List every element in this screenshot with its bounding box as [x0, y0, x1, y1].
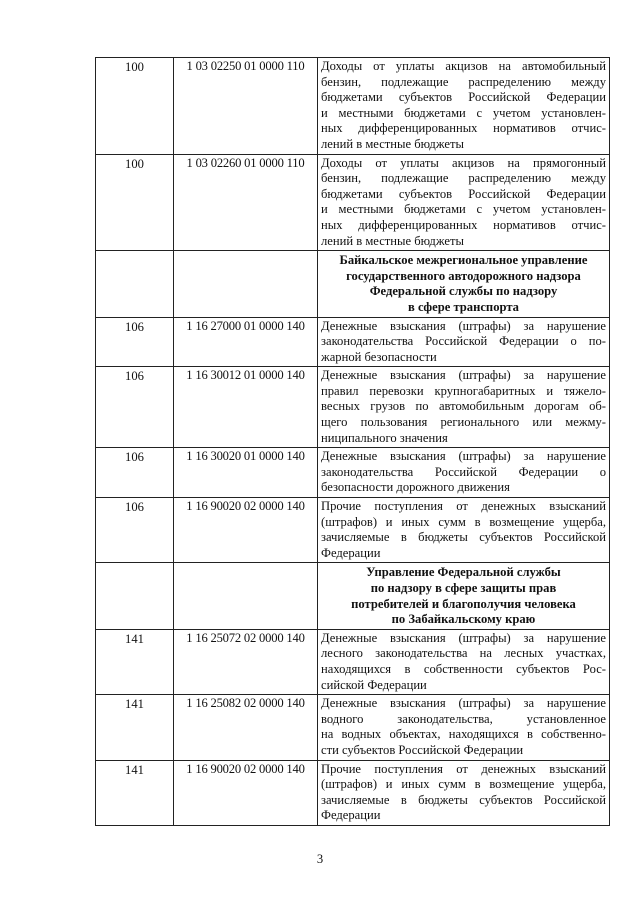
- description-line: Доходы от уплаты акцизов на автомобильный: [321, 59, 606, 73]
- description-cell: [318, 448, 610, 498]
- admin-code-cell: 141: [96, 760, 174, 825]
- description-line: Прочие поступления от денежных взысканий: [321, 499, 606, 514]
- section-header-row: [96, 251, 610, 317]
- description-line: и местными бюджетами с учетом установлен-: [321, 202, 606, 217]
- description-cell: [318, 317, 610, 367]
- budget-code-cell: 1 03 02260 01 0000 110: [174, 154, 318, 251]
- admin-code-cell: 106: [96, 367, 174, 448]
- description-line: лесного законодательства на лесных участках,: [321, 646, 606, 661]
- description-line: законодательства Российской Федерации о по-: [321, 334, 606, 349]
- description-cell: [318, 695, 610, 760]
- description-line: Денежные взыскания (штрафы) за нарушение: [321, 449, 606, 464]
- section-title-line: Федеральной службы по надзору: [369, 284, 558, 299]
- description-line: ных дифференцированных нормативов отчис-: [321, 217, 606, 232]
- description-line: законодательства Российской Федерации о: [321, 464, 606, 479]
- description-line: бензин, подлежащие распределению между: [321, 171, 606, 186]
- table-row: [96, 58, 610, 155]
- description-cell: [318, 154, 610, 251]
- description-line: Денежные взыскания (штрафы) за нарушение: [321, 368, 606, 383]
- page-number: 3: [316, 852, 324, 866]
- description-line: Доходы от уплаты акцизов на прямогонный: [321, 155, 606, 170]
- description-line: безопасности дорожного движения: [321, 480, 510, 495]
- description-line: ных дифференцированных нормативов отчис-: [321, 121, 606, 136]
- budget-code-cell: 1 16 25082 02 0000 140: [174, 695, 318, 760]
- description-line: Федерации: [321, 545, 381, 560]
- section-title-line: в сфере транспорта: [408, 299, 519, 314]
- description-line: зачисляемые в бюджеты субъектов Российской: [321, 530, 606, 545]
- table-row: [96, 154, 610, 251]
- section-title-line: по надзору в сфере защиты прав: [370, 581, 557, 595]
- description-line: Денежные взыскания (штрафы) за нарушение: [321, 318, 606, 333]
- section-title: [318, 563, 610, 629]
- description-line: жарной безопасности: [321, 349, 437, 364]
- section-title-line: потребителей и благополучия человека: [351, 596, 576, 611]
- description-line: Федерации: [321, 808, 381, 823]
- description-line: щего пользования регионального или межму-: [321, 415, 606, 430]
- empty-cell: [174, 563, 318, 629]
- admin-code-cell: 141: [96, 629, 174, 694]
- description-cell: [318, 629, 610, 694]
- description-line: бюджетами субъектов Российской Федерации: [321, 186, 606, 201]
- admin-code-cell: 100: [96, 154, 174, 251]
- description-line: правил перевозки крупногабаритных и тяжело-: [321, 383, 606, 398]
- revenue-code-table: [95, 57, 610, 826]
- admin-code-cell: 100: [96, 58, 174, 155]
- budget-code-cell: 1 16 27000 01 0000 140: [174, 317, 318, 367]
- description-line: находящихся в собственности субъектов Рос-: [321, 661, 606, 676]
- admin-code-cell: 106: [96, 317, 174, 367]
- description-line: (штрафов) и иных сумм в возмещение ущерба,: [321, 514, 606, 529]
- section-title-line: по Забайкальскому краю: [391, 612, 536, 627]
- empty-cell: [96, 251, 174, 317]
- description-line: водного законодательства, установленное: [321, 711, 606, 726]
- description-line: Денежные взыскания (штрафы) за нарушение: [321, 630, 606, 645]
- budget-code-cell: 1 16 30012 01 0000 140: [174, 367, 318, 448]
- budget-code-cell: 1 16 30020 01 0000 140: [174, 448, 318, 498]
- budget-code-cell: 1 16 90020 02 0000 140: [174, 760, 318, 825]
- description-line: Денежные взыскания (штрафы) за нарушение: [321, 696, 606, 711]
- empty-cell: [174, 251, 318, 317]
- description-line: зачисляемые в бюджеты субъектов Российской: [321, 792, 606, 807]
- description-line: и местными бюджетами с учетом установлен-: [321, 105, 606, 120]
- table-row: [96, 448, 610, 498]
- table-row: [96, 760, 610, 825]
- description-line: бюджетами субъектов Российской Федерации: [321, 90, 606, 105]
- empty-cell: [96, 563, 174, 629]
- section-title-line: Байкальское межрегиональное управление: [339, 253, 588, 268]
- description-line: лений в местные бюджеты: [321, 233, 464, 248]
- description-line: Прочие поступления от денежных взысканий: [321, 761, 606, 776]
- description-line: сийской Федерации: [321, 677, 427, 692]
- table-row: [96, 317, 610, 367]
- section-title-line: Управление Федеральной службы: [366, 565, 561, 580]
- description-line: бензин, подлежащие распределению между: [321, 74, 606, 89]
- table-row: [96, 629, 610, 694]
- description-line: на водных объектах, находящихся в собственно-: [321, 727, 606, 742]
- description-cell: [318, 367, 610, 448]
- section-title-line: государственного автодорожного надзора: [346, 268, 581, 283]
- admin-code-cell: 106: [96, 448, 174, 498]
- description-line: лений в местные бюджеты: [321, 136, 464, 151]
- budget-code-cell: 1 16 25072 02 0000 140: [174, 629, 318, 694]
- budget-code-cell: 1 16 90020 02 0000 140: [174, 498, 318, 563]
- description-line: ниципального значения: [321, 430, 448, 445]
- section-header-row: [96, 563, 610, 629]
- description-cell: [318, 58, 610, 155]
- table-row: [96, 498, 610, 563]
- description-cell: [318, 760, 610, 825]
- budget-code-cell: 1 03 02250 01 0000 110: [174, 58, 318, 155]
- table-row: [96, 367, 610, 448]
- admin-code-cell: 141: [96, 695, 174, 760]
- admin-code-cell: 106: [96, 498, 174, 563]
- description-cell: [318, 498, 610, 563]
- table-row: [96, 695, 610, 760]
- description-line: (штрафов) и иных сумм в возмещение ущерба,: [321, 777, 606, 792]
- description-line: весных грузов по автомобильным дорогам об-: [321, 399, 606, 414]
- description-line: сти субъектов Российской Федерации: [321, 742, 524, 757]
- section-title: [318, 251, 610, 317]
